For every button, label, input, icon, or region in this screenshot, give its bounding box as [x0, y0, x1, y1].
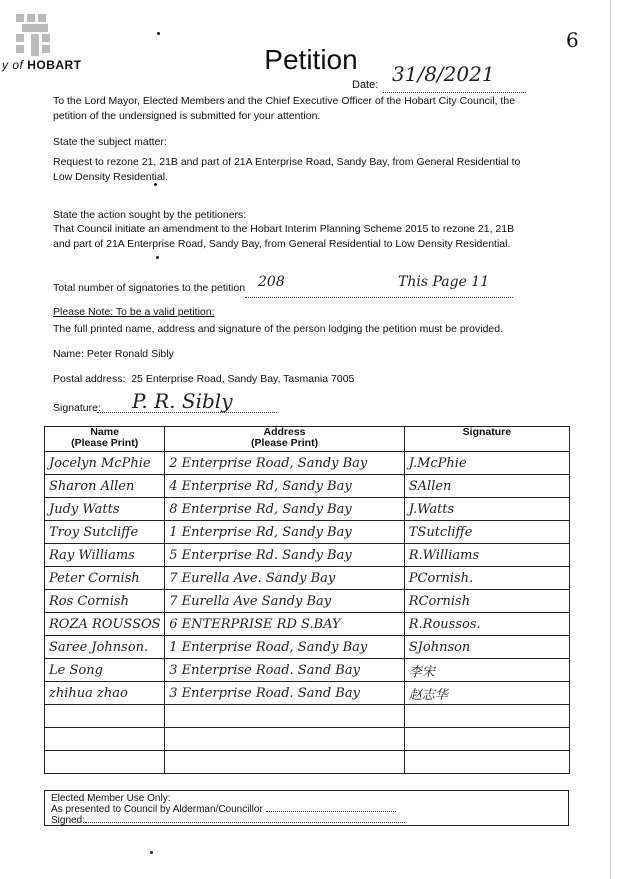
- row-address: [165, 705, 404, 728]
- row-address: 6 ENTERPRISE RD S.BAY: [165, 613, 404, 636]
- row-name: [45, 728, 165, 751]
- row-signature: [404, 728, 569, 751]
- row-address: 8 Enterprise Rd, Sandy Bay: [165, 498, 404, 521]
- lodger-address: Postal address: 25 Enterprise Road, Sandy Bay, Tasmania 7005: [53, 373, 355, 385]
- row-address: [165, 751, 404, 774]
- elected-member-box: [44, 790, 569, 826]
- row-address: 5 Enterprise Rd. Sandy Bay: [165, 544, 404, 567]
- row-address: 7 Eurella Ave. Sandy Bay: [165, 567, 404, 590]
- row-name: ROZA ROUSSOS: [45, 613, 165, 636]
- table-row: [45, 659, 570, 682]
- row-signature: PCornish.: [404, 567, 569, 590]
- signed-line: [85, 822, 405, 823]
- row-address: 1 Enterprise Rd, Sandy Bay: [165, 521, 404, 544]
- signatories-table: [44, 426, 570, 774]
- row-signature: SAllen: [404, 475, 569, 498]
- signature-label: Signature:: [53, 402, 101, 414]
- lodger-name: Name: Peter Ronald Sibly: [53, 348, 174, 360]
- date-value: 31/8/2021: [392, 62, 495, 86]
- row-address: 3 Enterprise Road. Sand Bay: [165, 682, 404, 705]
- page-title: Petition: [264, 44, 358, 75]
- org-logo-text: y of HOBART: [2, 58, 82, 72]
- note-text: The full printed name, address and signature of the person lodging the petition must be provided.: [53, 323, 504, 335]
- row-name: [45, 751, 165, 774]
- row-name: Judy Watts: [45, 498, 165, 521]
- table-row: [45, 590, 570, 613]
- row-name: Troy Sutcliffe: [45, 521, 165, 544]
- table-row: [45, 751, 570, 774]
- row-name: Peter Cornish: [45, 567, 165, 590]
- row-signature: [404, 705, 569, 728]
- scan-speck: [156, 256, 159, 259]
- row-signature: RCornish: [404, 590, 569, 613]
- row-address: 3 Enterprise Road. Sand Bay: [165, 659, 404, 682]
- row-address: [165, 728, 404, 751]
- elected-signed: Signed:: [51, 815, 562, 826]
- address-column-header: Address (Please Print): [165, 427, 404, 452]
- scan-speck: [157, 32, 160, 35]
- row-signature: TSutcliffe: [404, 521, 569, 544]
- total-value: 208: [258, 274, 285, 290]
- row-signature: J.Watts: [404, 498, 569, 521]
- row-address: 2 Enterprise Road, Sandy Bay: [165, 452, 404, 475]
- total-label: Total number of signatories to the petition: [53, 282, 246, 294]
- table-row: [45, 544, 570, 567]
- table-row: [45, 475, 570, 498]
- date-label: Date:: [352, 79, 379, 91]
- signature-column-header: Signature: [404, 427, 569, 452]
- row-name: Sharon Allen: [45, 475, 165, 498]
- row-signature: SJohnson: [404, 636, 569, 659]
- subject-heading: State the subject matter:: [53, 136, 167, 148]
- table-row: [45, 728, 570, 751]
- date-line: [383, 92, 526, 93]
- table-header-row: [45, 427, 570, 452]
- page-edge: [610, 0, 611, 879]
- intro-text: To the Lord Mayor, Elected Members and the Chief Executive Officer of the Hobart City Council, the petition of the undersigned is submitted for your attention.: [53, 95, 516, 122]
- row-name: Ros Cornish: [45, 590, 165, 613]
- row-name: Le Song: [45, 659, 165, 682]
- table-row: [45, 521, 570, 544]
- row-signature: R.Williams: [404, 544, 569, 567]
- action-text: That Council initiate an amendment to the Hobart Interim Planning Scheme 2015 to rezone 21, 21B and part of 21A Enterprise Road, Sandy Bay, from General Residential to Low Density Residential.: [53, 223, 515, 250]
- row-address: 1 Enterprise Road, Sandy Bay: [165, 636, 404, 659]
- row-name: Jocelyn McPhie: [45, 452, 165, 475]
- scan-speck: [154, 183, 157, 186]
- row-signature: 赵志华: [404, 682, 569, 705]
- note-heading: Please Note: To be a valid petition:: [53, 306, 215, 318]
- table-row: [45, 452, 570, 475]
- elected-heading: Elected Member Use Only:: [51, 793, 171, 804]
- scan-speck: [150, 851, 153, 854]
- presented-line: [266, 811, 396, 812]
- row-name: Ray Williams: [45, 544, 165, 567]
- page-count-note: This Page 11: [398, 274, 490, 290]
- subject-text: Request to rezone 21, 21B and part of 21A Enterprise Road, Sandy Bay, from General Residential to Low Density Residential.: [53, 156, 521, 183]
- table-row: [45, 636, 570, 659]
- table-row: [45, 705, 570, 728]
- row-signature: [404, 751, 569, 774]
- row-name: zhihua zhao: [45, 682, 165, 705]
- row-signature: R.Roussos.: [404, 613, 569, 636]
- table-row: [45, 567, 570, 590]
- table-row: [45, 613, 570, 636]
- row-signature: J.McPhie: [404, 452, 569, 475]
- action-heading: State the action sought by the petitioners:: [53, 209, 247, 221]
- row-address: 7 Eurella Ave Sandy Bay: [165, 590, 404, 613]
- total-line: [245, 297, 513, 298]
- row-name: Saree Johnson.: [45, 636, 165, 659]
- row-name: [45, 705, 165, 728]
- row-address: 4 Enterprise Rd, Sandy Bay: [165, 475, 404, 498]
- elected-presented: As presented to Council by Alderman/Councillor: [51, 804, 562, 815]
- table-row: [45, 682, 570, 705]
- name-column-header: Name (Please Print): [45, 427, 165, 452]
- table-row: [45, 498, 570, 521]
- row-signature: 李宋: [404, 659, 569, 682]
- lodger-signature: P. R. Sibly: [132, 389, 233, 413]
- page-number: 6: [566, 28, 579, 52]
